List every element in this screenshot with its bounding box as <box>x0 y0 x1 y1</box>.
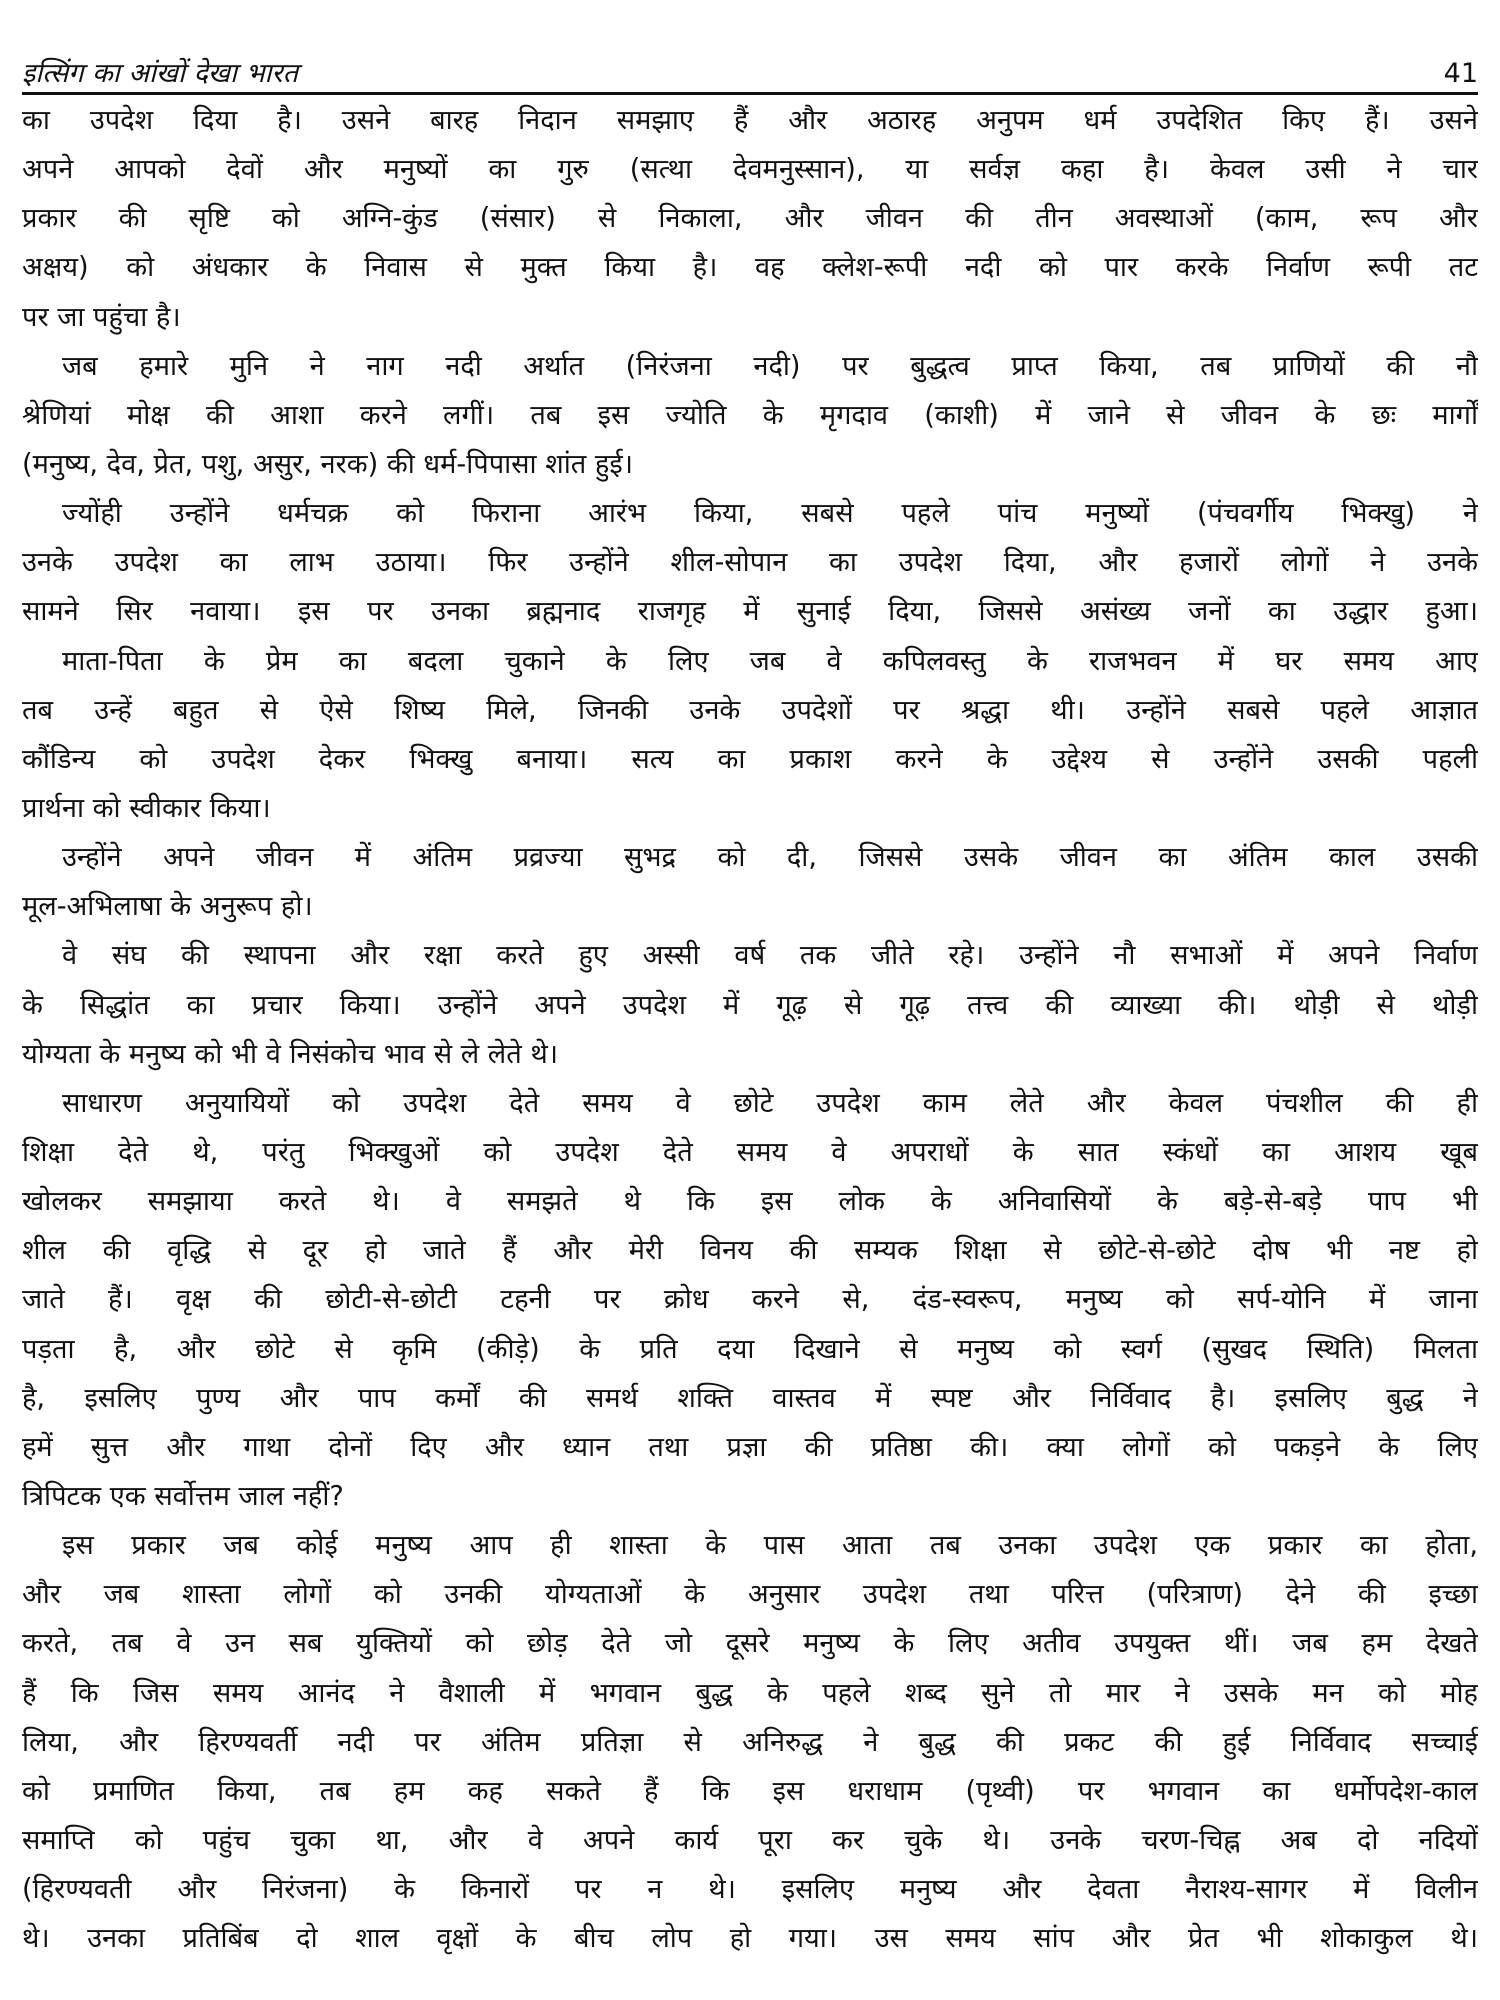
text-line: जब हमारे मुनि ने नाग नदी अर्थात (निरंजना नदी) पर बुद्धत्व प्राप्त किया, तब प्राणियों की नौ <box>62 350 1478 382</box>
text-line: ज्योंही उन्होंने धर्मचक्र को फिराना आरंभ किया, सबसे पहले पांच मनुष्यों (पंचवर्गीय भिक्खु) ने <box>62 498 1478 530</box>
text-line: (हिरण्यवती और निरंजना) के किनारों पर न थे। इसलिए मनुष्य और देवता नैराश्य-सागर में विलीन <box>22 1874 1478 1906</box>
text-line: सामने सिर नवाया। इस पर उनका ब्रह्मनाद राजगृह में सुनाई दिया, जिससे असंख्य जनों का उद्धार हुआ। <box>22 596 1478 628</box>
text-line: माता-पिता के प्रेम का बदला चुकाने के लिए जब वे कपिलवस्तु के राजभवन में घर समय आए <box>62 645 1478 677</box>
text-line: मूल-अभिलाषा के अनुरूप हो। <box>22 891 313 923</box>
text-line: समाप्ति को पहुंच चुका था, और वे अपने कार्य पूरा कर चुके थे। उनके चरण-चिह्न अब दो नदियों <box>22 1824 1478 1856</box>
text-line: प्रार्थना को स्वीकार किया। <box>22 792 271 824</box>
text-line: शील की वृद्धि से दूर हो जाते हैं और मेरी विनय की सम्यक शिक्षा से छोटे-से-छोटे दोष भी नष्ट हो <box>22 1235 1478 1267</box>
text-line: शिक्षा देते थे, परंतु भिक्खुओं को उपदेश देते समय वे अपराधों के सात स्कंधों का आशय खूब <box>22 1136 1478 1168</box>
text-line: अपने आपको देवों और मनुष्यों का गुरु (सत्था देवमनुस्सान), या सर्वज्ञ कहा है। केवल उसी ने चार <box>22 154 1478 186</box>
text-line: योग्यता के मनुष्य को भी वे निसंकोच भाव से ले लेते थे। <box>22 1038 559 1070</box>
header-rule <box>22 92 1478 95</box>
text-line: तब उन्हें बहुत से ऐसे शिष्य मिले, जिनकी उनके उपदेशों पर श्रद्धा थी। उन्होंने सबसे पहले आज्ञात <box>22 694 1478 726</box>
text-line: उन्होंने अपने जीवन में अंतिम प्रव्रज्या सुभद्र को दी, जिससे उसके जीवन का अंतिम काल उसकी <box>62 842 1478 874</box>
text-line: करते, तब वे उन सब युक्तियों को छोड़ देते जो दूसरे मनुष्य के लिए अतीव उपयुक्त थीं। जब हम देखते <box>22 1628 1478 1660</box>
text-line: के सिद्धांत का प्रचार किया। उन्होंने अपने उपदेश में गूढ़ से गूढ़ तत्त्व की व्याख्या की। थोड़ी से थोड़ी <box>22 989 1478 1021</box>
text-line: है, इसलिए पुण्य और पाप कर्मों की समर्थ शक्ति वास्तव में स्पष्ट और निर्विवाद है। इसलिए बुद्ध ने <box>22 1382 1478 1414</box>
text-line: पड़ता है, और छोटे से कृमि (कीड़े) के प्रति दया दिखाने से मनुष्य को स्वर्ग (सुखद स्थिति) मिलता <box>22 1333 1478 1365</box>
text-line: प्रकार की सृष्टि को अग्नि-कुंड (संसार) से निकाला, और जीवन की तीन अवस्थाओं (काम, रूप और <box>22 203 1478 235</box>
text-line: लिया, और हिरण्यवर्ती नदी पर अंतिम प्रतिज्ञा से अनिरुद्ध ने बुद्ध की प्रकट की हुई निर्विवाद सच्चाई <box>22 1726 1478 1758</box>
text-line: और जब शास्ता लोगों को उनकी योग्यताओं के अनुसार उपदेश तथा परित्त (परित्राण) देने की इच्छा <box>22 1579 1478 1611</box>
text-line: साधारण अनुयायियों को उपदेश देते समय वे छोटे उपदेश काम लेते और केवल पंचशील की ही <box>62 1087 1478 1119</box>
page-number: 41 <box>1443 58 1478 89</box>
body-text <box>22 96 1478 1963</box>
text-line: (मनुष्य, देव, प्रेत, पशु, असुर, नरक) की धर्म-पिपासा शांत हुई। <box>22 448 633 480</box>
text-line: हैं कि जिस समय आनंद ने वैशाली में भगवान बुद्ध के पहले शब्द सुने तो मार ने उसके मन को मोह <box>22 1677 1478 1709</box>
text-line: कौंडिन्य को उपदेश देकर भिक्खु बनाया। सत्य का प्रकाश करने के उद्देश्य से उन्होंने उसकी पहली <box>22 743 1478 775</box>
text-line: खोलकर समझाया करते थे। वे समझते थे कि इस लोक के अनिवासियों के बड़े-से-बड़े पाप भी <box>22 1186 1478 1218</box>
text-line: श्रेणियां मोक्ष की आशा करने लगीं। तब इस ज्योति के मृगदाव (काशी) में जाने से जीवन के छः मार्गों <box>22 399 1478 431</box>
text-line: उनके उपदेश का लाभ उठाया। फिर उन्होंने शील-सोपान का उपदेश दिया, और हजारों लोगों ने उनके <box>22 547 1478 579</box>
running-header <box>22 50 1478 98</box>
book-title: इत्सिंग का आंखों देखा भारत <box>22 58 298 89</box>
text-line: इस प्रकार जब कोई मनुष्य आप ही शास्ता के पास आता तब उनका उपदेश एक प्रकार का होता, <box>62 1530 1478 1562</box>
text-line: वे संघ की स्थापना और रक्षा करते हुए अस्सी वर्ष तक जीते रहे। उन्होंने नौ सभाओं में अपने निर्वाण <box>62 940 1478 972</box>
text-line: हमें सुत्त और गाथा दोनों दिए और ध्यान तथा प्रज्ञा की प्रतिष्ठा की। क्या लोगों को पकड़ने के लिए <box>22 1431 1478 1463</box>
text-line: त्रिपिटक एक सर्वोत्तम जाल नहीं? <box>22 1480 344 1512</box>
text-line: थे। उनका प्रतिबिंब दो शाल वृक्षों के बीच लोप हो गया। उस समय सांप और प्रेत भी शोकाकुल थे। <box>22 1923 1478 1955</box>
text-line: जाते हैं। वृक्ष की छोटी-से-छोटी टहनी पर क्रोध करने से, दंड-स्वरूप, मनुष्य को सर्प-योनि में जाना <box>22 1284 1478 1316</box>
text-line: अक्षय) को अंधकार के निवास से मुक्त किया है। वह क्लेश-रूपी नदी को पार करके निर्वाण रूपी तट <box>22 252 1478 284</box>
text-line: पर जा पहुंचा है। <box>22 301 181 333</box>
text-line: का उपदेश दिया है। उसने बारह निदान समझाए हैं और अठारह अनुपम धर्म उपदेशित किए हैं। उसने <box>22 105 1478 136</box>
text-line: को प्रमाणित किया, तब हम कह सकते हैं कि इस धराधाम (पृथ्वी) पर भगवान का धर्मोपदेश-काल <box>22 1775 1478 1807</box>
